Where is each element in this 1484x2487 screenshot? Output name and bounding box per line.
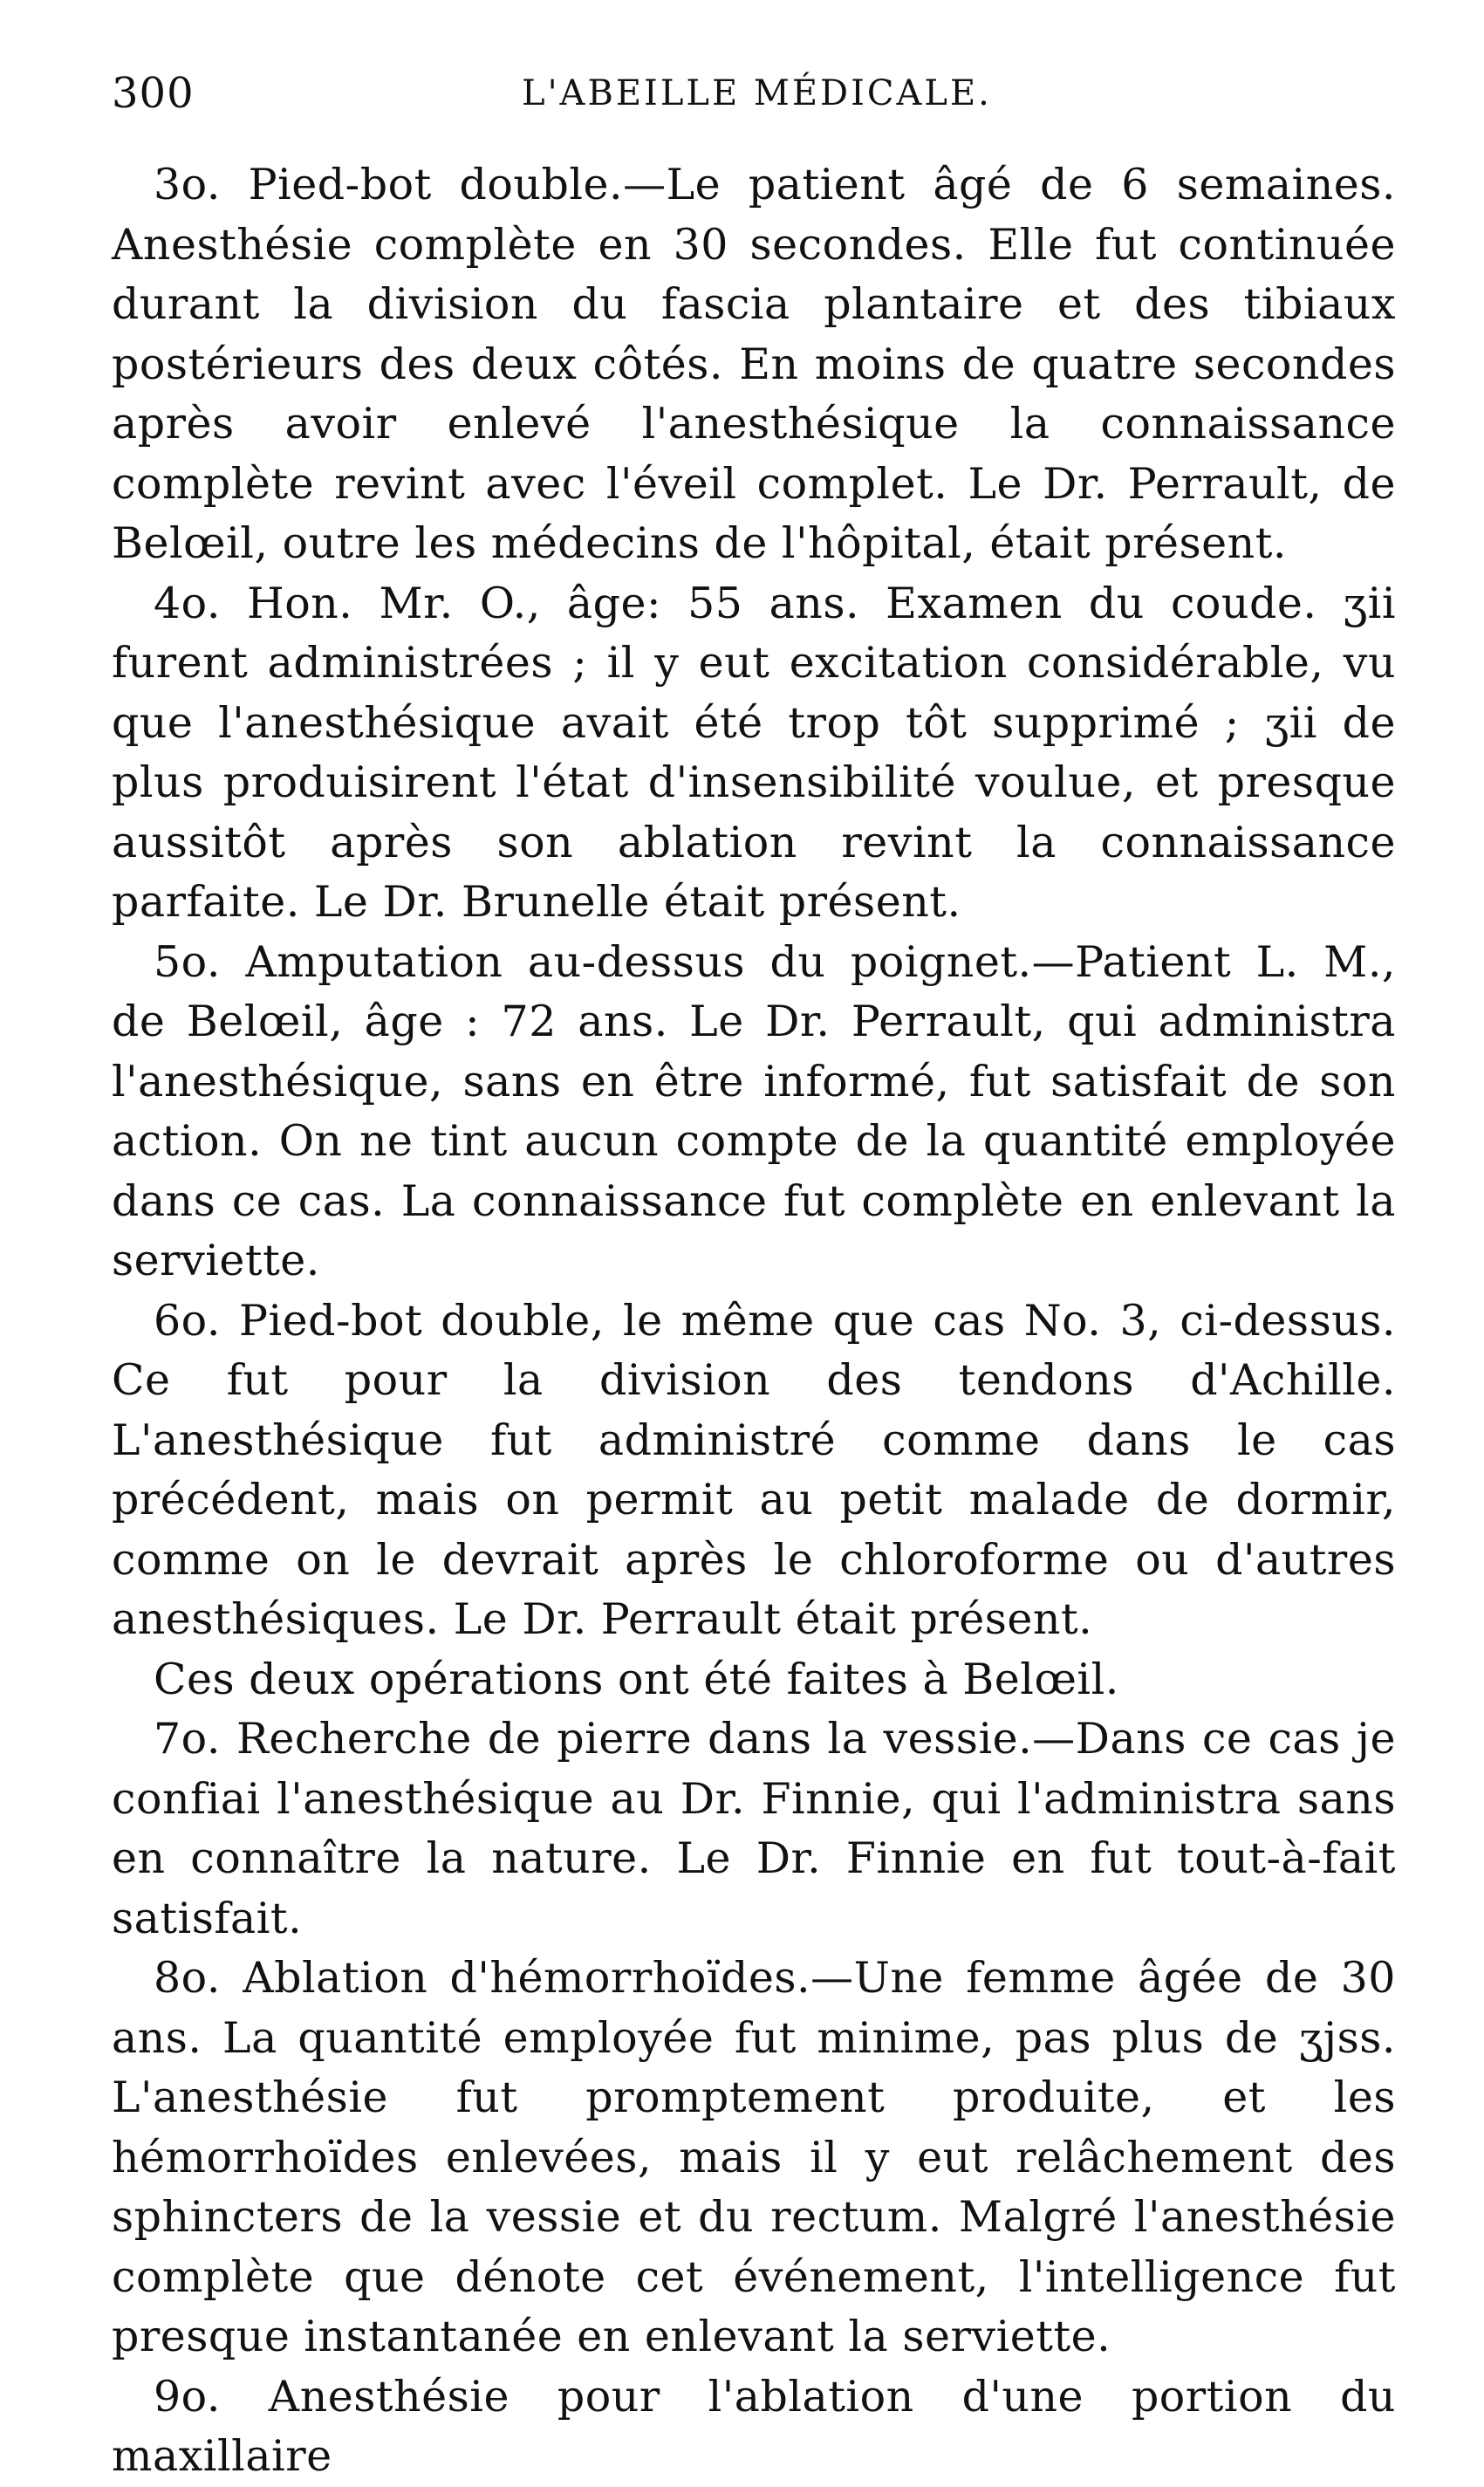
case-9-paragraph: 9o. Anesthésie pour l'ablation d'une portion du maxillaire bbox=[112, 2371, 1396, 2481]
case-5-paragraph: 5o. Amputation au-dessus du poignet.—Patient L. M., de Belœil, âge : 72 ans. Le Dr. Perrault, qui administra l'anesthésique, sans en être informé, fut satisfait de son action. On ne tint aucun compte de la quantité employée dans ce cas. La connaissance fut complète en enlevant la serviette. bbox=[112, 936, 1396, 1285]
case-6-paragraph: 6o. Pied-bot double, le même que cas No. 3, ci-dessus. Ce fut pour la division des tendons d'Achille. L'anesthésique fut administré comme dans le cas précédent, mais on permit au petit malade de dormir, comme on le devrait après le chloroforme ou d'autres anesthésiques. Le Dr. Perrault était présent. bbox=[112, 1295, 1396, 1644]
body-text bbox=[112, 155, 1396, 2487]
page-number: 300 bbox=[112, 69, 195, 118]
case-4-paragraph: 4o. Hon. Mr. O., âge: 55 ans. Examen du coude. ʒii furent administrées ; il y eut excitation considérable, vu que l'anesthésique avait été trop tôt supprimé ; ʒii de plus produisirent l'état d'insensibilité voulue, et presque aussitôt après son ablation revint la connaissance parfaite. Le Dr. Brunelle était présent. bbox=[112, 578, 1396, 927]
note-paragraph: Ces deux opérations ont été faites à Belœil. bbox=[154, 1654, 1119, 1704]
case-8-paragraph: 8o. Ablation d'hémorrhoïdes.—Une femme âgée de 30 ans. La quantité employée fut minime, pas plus de ʒjss. L'anesthésie fut promptement produite, et les hémorrhoïdes enlevées, mais il y eut relâchement des sphincters de la vessie et du rectum. Malgré l'anesthésie complète que dénote cet événement, l'intelligence fut presque instantanée en enlevant la serviette. bbox=[112, 1953, 1396, 2361]
running-title: L'ABEILLE MÉDICALE. bbox=[522, 73, 992, 113]
case-3-paragraph: 3o. Pied-bot double.—Le patient âgé de 6 semaines. Anesthésie complète en 30 secondes. Elle fut continuée durant la division du fascia plantaire et des tibiaux postérieurs des deux côtés. En moins de quatre secondes après avoir enlevé l'anesthésique la connaissance complète revint avec l'éveil complet. Le Dr. Perrault, de Belœil, outre les médecins de l'hôpital, était présent. bbox=[112, 160, 1396, 568]
page-header bbox=[112, 63, 1396, 124]
case-7-paragraph: 7o. Recherche de pierre dans la vessie.—Dans ce cas je confiai l'anesthésique au Dr. Finnie, qui l'administra sans en connaître la nature. Le Dr. Finnie en fut tout-à-fait satisfait. bbox=[112, 1714, 1396, 1943]
